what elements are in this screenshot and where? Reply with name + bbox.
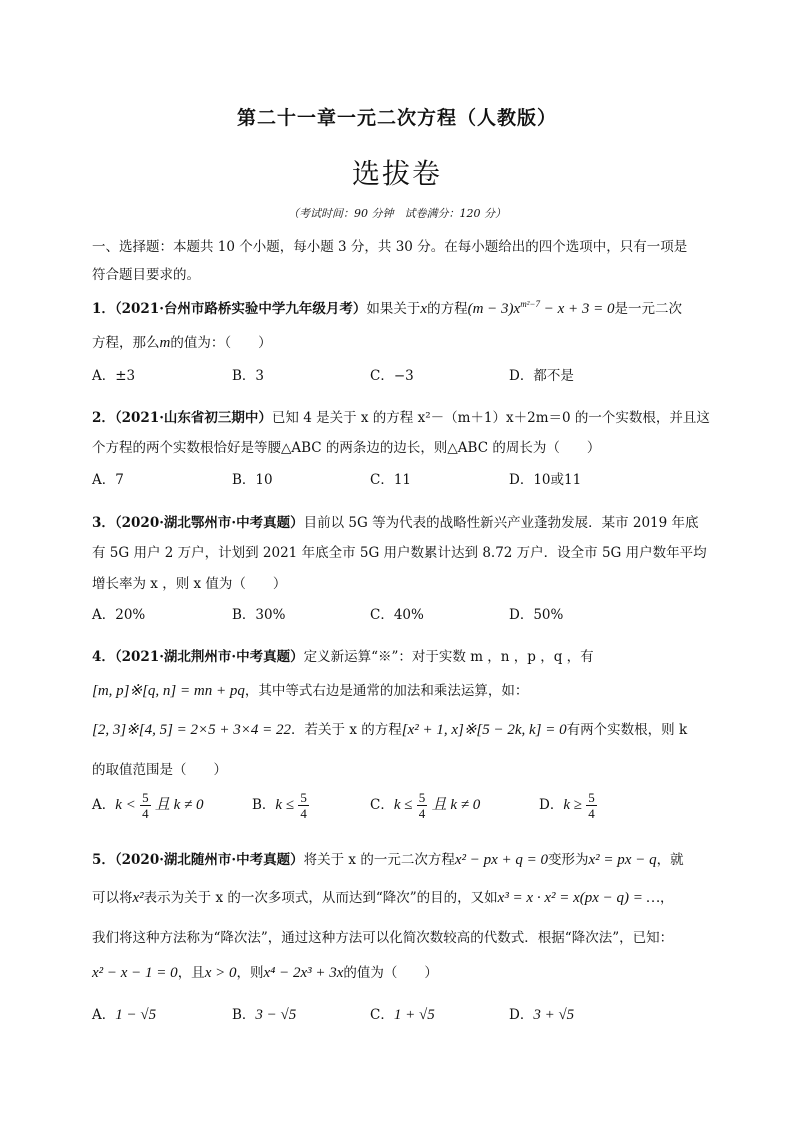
question-5-line-2: 可以将x²表示为关于 x 的一次多项式，从而达到“降次”的目的，又如x³ = x · x² = x(px − q) = …， bbox=[92, 890, 674, 906]
document-subtitle: 选拔卷 bbox=[351, 157, 442, 190]
question-4-source: 4．（2021·湖北荆州市·中考真题） bbox=[92, 649, 304, 665]
option-d: D．都不是 bbox=[509, 368, 574, 384]
option-d: D．10或11 bbox=[509, 472, 582, 488]
question-5-line-3: 我们将这种方法称为“降次法”，通过这种方法可以化简次数较高的代数式．根据“降次法”，已知： bbox=[92, 930, 674, 946]
question-3-line-2: 有 5G 用户 2 万户，计划到 2021 年底全市 5G 用户数累计达到 8.72 万户．设全市 5G 用户数年平均 bbox=[92, 545, 707, 561]
question-1-line-1: 1．（2021·台州市路桥实验中学九年级月考）如果关于x的方程$(m - 3)x^{m^2-7} - x + 3 = 0$是一元二次 bbox=[92, 299, 683, 317]
question-4-line-4: 的取值范围是（ ） bbox=[92, 762, 227, 778]
question-2-source: 2．（2021·山东省初三期中） bbox=[92, 410, 272, 426]
option-a: A．k < $\frac{5}{4}$ 且 k ≠ 0 bbox=[92, 790, 204, 821]
question-3-line-1: 3．（2020·湖北鄂州市·中考真题）目前以 5G 等为代表的战略性新兴产业蓬勃发展．某市 2019 年底 bbox=[92, 515, 699, 531]
question-3-source: 3．（2020·湖北鄂州市·中考真题） bbox=[92, 515, 304, 531]
option-c: C．11 bbox=[370, 472, 412, 488]
operation-definition: [m, p]※[q, n] = mn + pq bbox=[92, 683, 245, 699]
option-b: B．30% bbox=[232, 607, 286, 623]
question-3-line-3: 增长率为 x ，则 x 值为（ ） bbox=[92, 576, 287, 592]
option-a: A．±3 bbox=[92, 368, 136, 384]
option-b: B．3 − √5 bbox=[232, 1007, 297, 1023]
question-5-source: 5．（2020·湖北随州市·中考真题） bbox=[92, 852, 304, 868]
option-d: D．50% bbox=[509, 607, 564, 623]
option-a: A．1 − √5 bbox=[92, 1007, 157, 1023]
question-1-equation: $(m - 3)x^{m^2-7} - x + 3 = 0$ bbox=[467, 299, 615, 317]
question-4-line-2: [m, p]※[q, n] = mn + pq，其中等式右边是通常的加法和乘法运算，如： bbox=[92, 683, 529, 699]
option-c: C．40% bbox=[370, 607, 424, 623]
option-c: C．k ≤ $\frac{5}{4}$ 且 k ≠ 0 bbox=[370, 790, 481, 821]
question-5-line-4: x² − x − 1 = 0，且x > 0，则x⁴ − 2x³ + 3x的值为（ ） bbox=[92, 965, 438, 981]
question-4-line-1: 4．（2021·湖北荆州市·中考真题）定义新运算“※”：对于实数 m ，n ，p ，q ，有 bbox=[92, 649, 594, 665]
option-b: B．3 bbox=[232, 368, 265, 384]
question-1-source: 1．（2021·台州市路桥实验中学九年级月考） bbox=[92, 301, 367, 317]
option-a: A．7 bbox=[92, 472, 124, 488]
document-title: 第二十一章一元二次方程（人教版） bbox=[236, 107, 557, 129]
section-instructions-1: 一、选择题：本题共 10 个小题，每小题 3 分，共 30 分。在每小题给出的四个选项中，只有一项是 bbox=[92, 239, 688, 255]
option-d: D．k ≥ $\frac{5}{4}$ bbox=[539, 790, 595, 821]
option-b: B．10 bbox=[232, 472, 273, 488]
section-instructions-2: 符合题目要求的。 bbox=[92, 267, 200, 283]
question-1-line-2: 方程，那么m的值为：（ ） bbox=[92, 335, 272, 351]
option-c: C．−3 bbox=[370, 368, 414, 384]
question-4-options bbox=[92, 786, 712, 826]
question-2-line-2: 个方程的两个实数根恰好是等腰△ABC 的两条边的边长，则△ABC 的周长为（ ） bbox=[92, 440, 601, 456]
option-a: A．20% bbox=[92, 607, 146, 623]
question-4-equation: [x² + 1, x]※[5 − 2k, k] = 0 bbox=[401, 722, 567, 738]
question-4-line-3: [2, 3]※[4, 5] = 2×5 + 3×4 = 22．若关于 x 的方程[x² + 1, x]※[5 − 2k, k] = 0有两个实数根，则 k bbox=[92, 722, 688, 738]
operation-example: [2, 3]※[4, 5] = 2×5 + 3×4 = 22 bbox=[92, 722, 292, 738]
option-c: C．1 + √5 bbox=[370, 1007, 435, 1023]
exam-meta: （考试时间：90 分钟 试卷满分：120 分） bbox=[288, 207, 506, 220]
question-2-line-1: 2．（2021·山东省初三期中）已知 4 是关于 x 的方程 x²－（m＋1）x＋2m＝0 的一个实数根，并且这 bbox=[92, 410, 710, 426]
question-5-line-1: 5．（2020·湖北随州市·中考真题）将关于 x 的一元二次方程x² − px + q = 0变形为x² = px − q，就 bbox=[92, 852, 684, 868]
option-d: D．3 + √5 bbox=[509, 1007, 575, 1023]
option-b: B．k ≤ $\frac{5}{4}$ bbox=[252, 790, 307, 821]
